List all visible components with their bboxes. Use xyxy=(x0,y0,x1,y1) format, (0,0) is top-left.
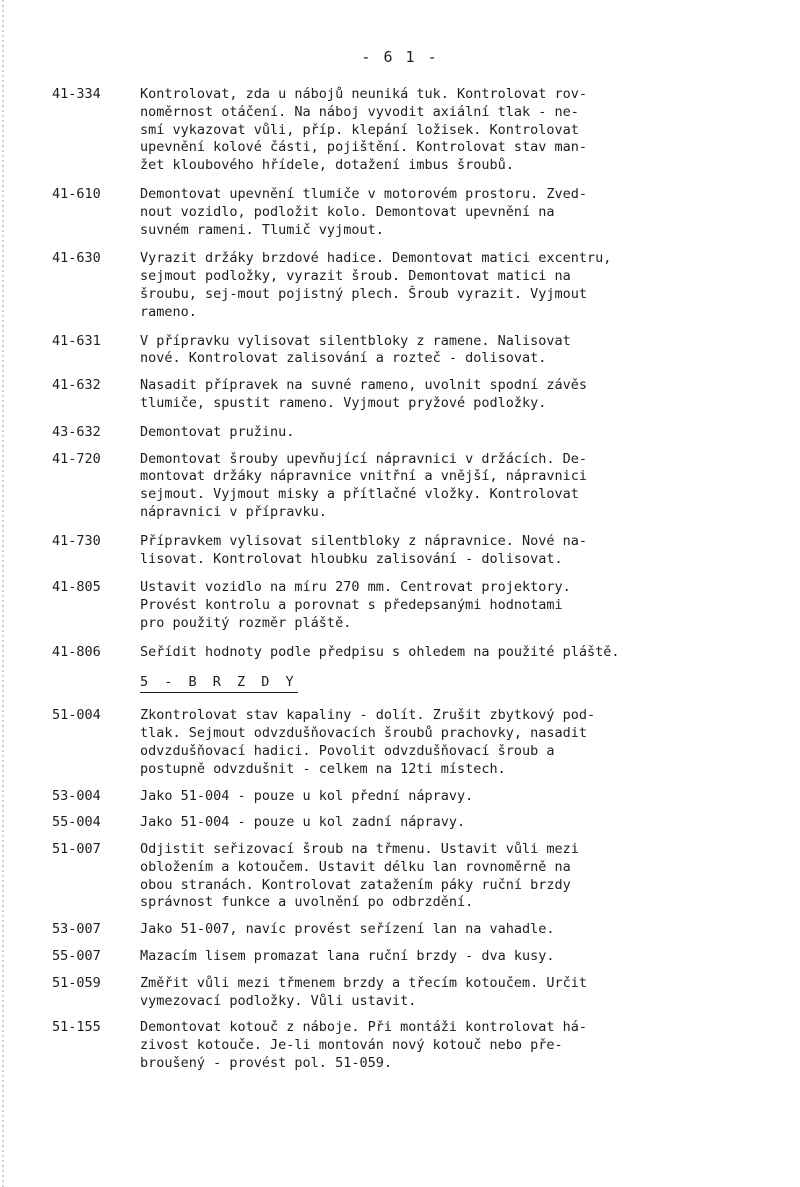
operation-entry xyxy=(52,86,772,175)
operation-text-line: lisovat. Kontrolovat hloubku zalisování - dolisovat. xyxy=(140,550,563,567)
operation-text-line: šroubu, sej-mout pojistný plech. Šroub vyrazit. Vyjmout xyxy=(140,285,588,302)
page-number: - 6 1 - xyxy=(361,48,439,66)
operation-code: 43-632 xyxy=(52,423,101,440)
operation-entry xyxy=(52,948,772,966)
entries-chassis xyxy=(52,86,772,662)
operation-entry xyxy=(52,533,772,569)
operation-text-line: žet kloubového hřídele, dotažení imbus šroubů. xyxy=(140,157,514,174)
content xyxy=(52,86,772,1073)
operation-text-line: nové. Kontrolovat zalisování a rozteč - dolisovat. xyxy=(140,350,547,367)
operation-text-line: sejmout. Vyjmout misky a přítlačné vložky. Kontrolovat xyxy=(140,486,579,503)
section-brakes xyxy=(52,671,772,694)
operation-text-line: smí vykazovat vůli, příp. klepání ložisek. Kontrolovat xyxy=(140,121,579,138)
operation-text-line: Změřit vůli mezi třmenem brzdy a třecím kotoučem. Určit xyxy=(140,974,588,991)
operation-code: 51-007 xyxy=(52,841,101,858)
operation-text-line: Mazacím lisem promazat lana ruční brzdy - dva kusy. xyxy=(140,948,555,965)
operation-text-line: tlak. Sejmout odvzdušňovacích šroubů prachovky, nasadit xyxy=(140,725,588,742)
entries-brakes xyxy=(52,707,772,1073)
operation-entry xyxy=(52,841,772,912)
operation-text-line: Seřídit hodnoty podle předpisu s ohledem na použité pláště. xyxy=(140,643,620,660)
operation-text-line: Jako 51-004 - pouze u kol zadní nápravy. xyxy=(140,814,466,831)
operation-entry xyxy=(52,975,772,1011)
section-title: 5 - B R Z D Y xyxy=(140,674,298,694)
operation-text-line: Jako 51-004 - pouze u kol přední nápravy. xyxy=(140,787,474,804)
operation-code: 41-334 xyxy=(52,86,101,102)
operation-code: 41-632 xyxy=(52,377,101,394)
operation-entry xyxy=(52,579,772,632)
operation-code: 41-630 xyxy=(52,250,101,267)
operation-entry xyxy=(52,333,772,369)
operation-code: 41-806 xyxy=(52,643,101,660)
operation-text-line: pro použitý rozměr pláště. xyxy=(140,614,352,631)
operation-text-line: nápravnici v přípravku. xyxy=(140,503,327,520)
operation-text-line: sejmout podložky, vyrazit šroub. Demontovat matici na xyxy=(140,268,571,285)
operation-code: 41-720 xyxy=(52,450,101,467)
operation-entry xyxy=(52,644,772,662)
operation-text-line: broušený - provést pol. 51-059. xyxy=(140,1055,392,1072)
operation-text-line: Vyrazit držáky brzdové hadice. Demontovat matici excentru, xyxy=(140,250,612,267)
operation-text-line: tlumiče, spustit rameno. Vyjmout pryžové podložky. xyxy=(140,394,547,411)
operation-entry xyxy=(52,250,772,321)
operation-entry xyxy=(52,1019,772,1072)
operation-text-line: Zkontrolovat stav kapaliny - dolít. Zrušit zbytkový pod- xyxy=(140,707,596,724)
operation-entry xyxy=(52,186,772,239)
operation-text-line: suvném rameni. Tlumič vyjmout. xyxy=(140,221,384,238)
operation-code: 53-004 xyxy=(52,787,101,804)
operation-text-line: správnost funkce a uvolnění po odbrzdění. xyxy=(140,894,474,911)
operation-entry xyxy=(52,377,772,413)
operation-text-line: Jako 51-007, navíc provést seřízení lan na vahadle. xyxy=(140,921,555,938)
operation-text-line: Kontrolovat, zda u nábojů neuniká tuk. Kontrolovat rov- xyxy=(140,86,588,102)
operation-text-line: upevnění kolové části, pojištění. Kontrolovat stav man- xyxy=(140,139,588,156)
operation-text-line: vymezovací podložky. Vůli ustavit. xyxy=(140,992,417,1009)
operation-code: 51-004 xyxy=(52,707,101,724)
operation-text-line: nout vozidlo, podložit kolo. Demontovat upevnění na xyxy=(140,203,555,220)
operation-text-line: Demontovat pružinu. xyxy=(140,423,295,440)
operation-text-line: Ustavit vozidlo na míru 270 mm. Centrovat projektory. xyxy=(140,579,571,596)
operation-text-line: postupně odvzdušnit - celkem na 12ti místech. xyxy=(140,760,506,777)
operation-text-line: Odjistit seřizovací šroub na třmenu. Ustavit vůli mezi xyxy=(140,841,579,858)
operation-entry xyxy=(52,707,772,778)
operation-code: 51-155 xyxy=(52,1019,101,1036)
operation-text-line: noměrnost otáčení. Na náboj vyvodit axiální tlak - ne- xyxy=(140,103,579,120)
operation-entry xyxy=(52,814,772,832)
operation-text-line: Přípravkem vylisovat silentbloky z nápravnice. Nové na- xyxy=(140,532,588,549)
operation-entry xyxy=(52,424,772,442)
operation-text-line: obou stranách. Kontrolovat zatažením páky ruční brzdy xyxy=(140,876,571,893)
operation-code: 41-610 xyxy=(52,185,101,202)
operation-text-line: V přípravku vylisovat silentbloky z ramene. Nalisovat xyxy=(140,332,571,349)
operation-code: 41-631 xyxy=(52,332,101,349)
operation-text-line: Provést kontrolu a porovnat s předepsanými hodnotami xyxy=(140,597,563,614)
operation-text-line: odvzdušňovací hadici. Povolit odvzdušňovací šroub a xyxy=(140,742,555,759)
operation-code: 51-059 xyxy=(52,974,101,991)
operation-code: 55-004 xyxy=(52,814,101,831)
operation-text-line: Demontovat kotouč z náboje. Při montáži kontrolovat há- xyxy=(140,1019,588,1036)
operation-text-line: Demontovat upevnění tlumiče v motorovém prostoru. Zved- xyxy=(140,185,588,202)
operation-code: 53-007 xyxy=(52,921,101,938)
operation-text-line: rameno. xyxy=(140,303,197,320)
operation-entry xyxy=(52,451,772,522)
operation-text-line: zivost kotouče. Je-li montován nový kotouč nebo pře- xyxy=(140,1037,563,1054)
operation-code: 55-007 xyxy=(52,948,101,965)
operation-code: 41-730 xyxy=(52,532,101,549)
operation-text-line: Demontovat šrouby upevňující nápravnici v držácích. De- xyxy=(140,450,588,467)
operation-code: 41-805 xyxy=(52,579,101,596)
operation-entry xyxy=(52,921,772,939)
scan-left-edge xyxy=(2,0,4,1187)
operation-text-line: montovat držáky nápravnice vnitřní a vnější, nápravnici xyxy=(140,468,588,485)
operation-text-line: obložením a kotoučem. Ustavit délku lan rovnoměrně na xyxy=(140,858,571,875)
operation-entry xyxy=(52,788,772,806)
operation-text-line: Nasadit přípravek na suvné rameno, uvolnit spodní závěs xyxy=(140,377,588,394)
